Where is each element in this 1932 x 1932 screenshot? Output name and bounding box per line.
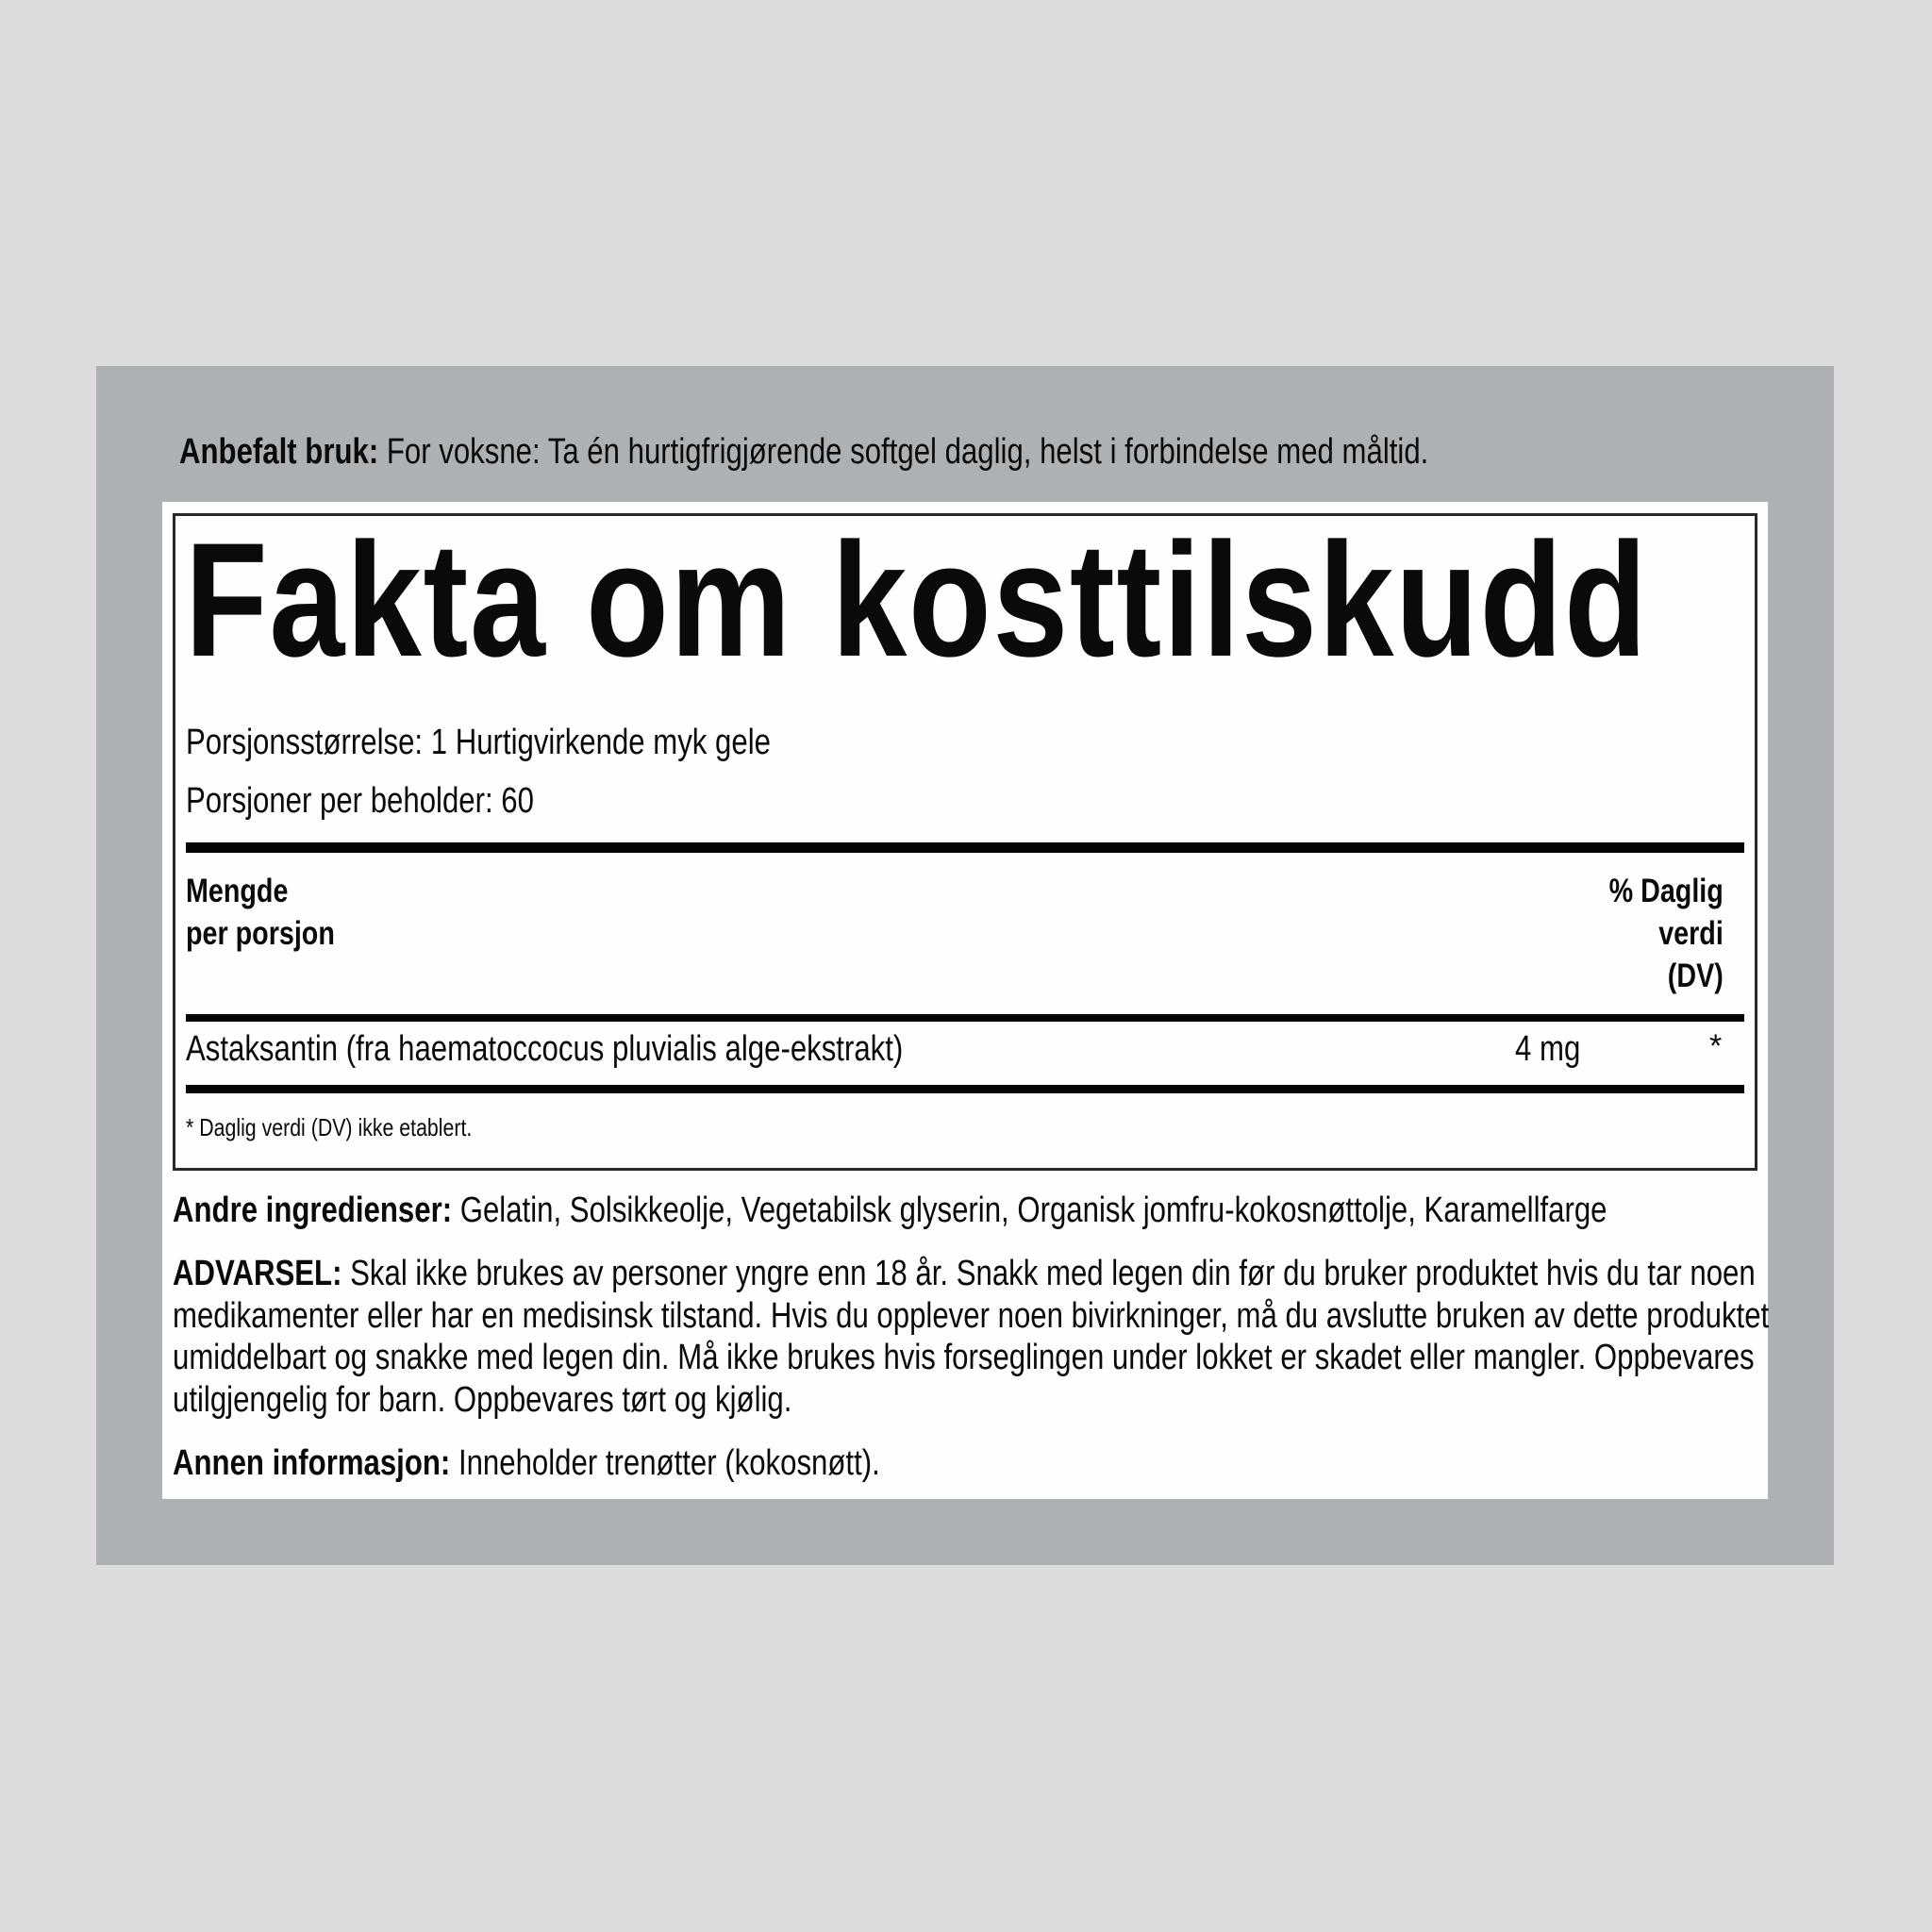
ingredient-daily-value: * <box>1709 1028 1723 1064</box>
other-information-text: Inneholder trenøtter (kokosnøtt). <box>450 1443 880 1483</box>
header-left-line: per porsjon <box>186 915 335 952</box>
supplement-facts-title: Fakta om kosttilskudd <box>185 509 1649 691</box>
header-left-line: Mengde <box>186 873 289 909</box>
recommended-use-text: For voksne: Ta én hurtigfrigjørende softgel daglig, helst i forbindelse med måltid. <box>378 432 1429 472</box>
other-ingredients <box>173 1190 1805 1232</box>
daily-value-footnote: * Daglig verdi (DV) ikke etablert. <box>186 1113 473 1141</box>
recommended-use <box>179 428 1428 475</box>
header-right-line: verdi <box>1658 915 1724 952</box>
medium-divider <box>186 1085 1744 1093</box>
thick-divider <box>186 842 1744 853</box>
serving-size: Porsjonsstørrelse: 1 Hurtigvirkende myk gele <box>186 723 771 762</box>
warning-text: Skal ikke brukes av personer yngre enn 18 år. Snakk med legen din før du bruker produktet hvis du tar noen medikamenter eller har en medisinsk tilstand. Hvis du opplever noen bivirkninger, må du avslutte bruken av dette produktet umiddelbart og snakke med legen din. Må ikke brukes hvis forseglingen under lokket er skadet eller mangler. Oppbevares utilgjengelig for barn. Oppbevares tørt og kjølig. <box>173 1254 1770 1420</box>
ingredient-amount: 4 mg <box>1515 1029 1581 1069</box>
other-information-label: Annen informasjon: <box>173 1443 451 1483</box>
recommended-use-label: Anbefalt bruk: <box>179 432 379 472</box>
warning <box>173 1253 1805 1421</box>
warning-label: ADVARSEL: <box>173 1254 342 1293</box>
header-right-line: % Daglig <box>1608 873 1724 909</box>
medium-divider <box>186 1014 1744 1022</box>
header-right-line: (DV) <box>1668 958 1724 994</box>
other-ingredients-label: Andre ingredienser: <box>173 1191 453 1230</box>
other-information <box>173 1442 1805 1485</box>
amount-per-serving-header <box>186 870 335 955</box>
ingredient-name: Astaksantin (fra haematoccocus pluvialis alge-ekstrakt) <box>186 1029 904 1069</box>
servings-per-container: Porsjoner per beholder: 60 <box>186 781 534 821</box>
other-ingredients-text: Gelatin, Solsikkeolje, Vegetabilsk glyserin, Organisk jomfru-kokosnøttolje, Karamellfarge <box>452 1191 1607 1230</box>
daily-value-header <box>1609 870 1724 997</box>
